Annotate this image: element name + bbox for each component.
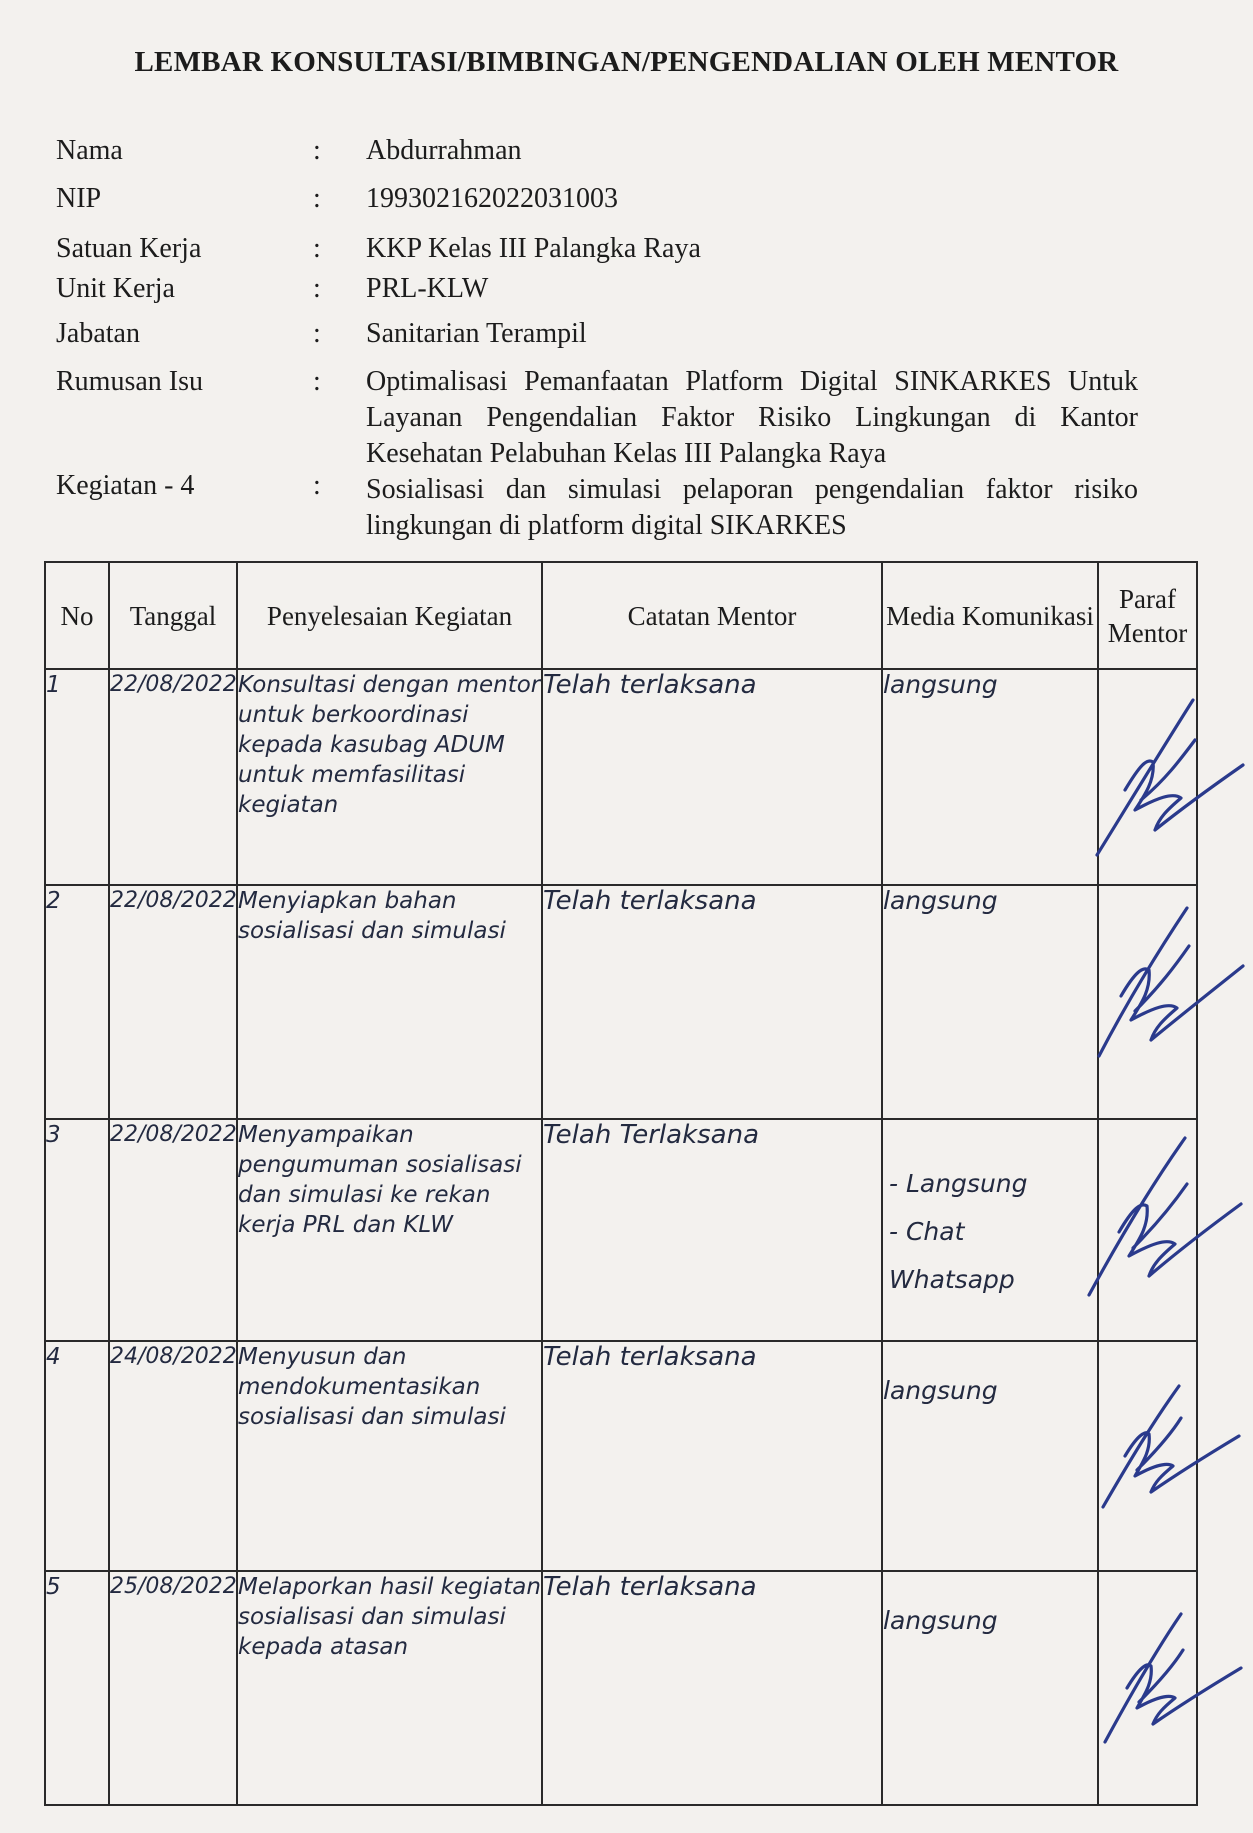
- label-satuan-kerja: Satuan Kerja: [56, 233, 202, 264]
- cell-media: langsung: [882, 669, 1098, 885]
- signature-image: [1085, 1120, 1245, 1320]
- cell-catatan: Telah terlaksana: [542, 1571, 882, 1805]
- cell-paraf: [1098, 1119, 1197, 1341]
- cell-media: langsung: [882, 1341, 1098, 1571]
- cell-media: langsung: [882, 1571, 1098, 1805]
- table-row: [45, 1119, 1197, 1341]
- cell-tanggal: 24/08/2022: [109, 1341, 237, 1571]
- cell-penyelesaian: Konsultasi dengan mentor untuk berkoordinasi kepada kasubag ADUM untuk memfasilitasi kegiatan: [237, 669, 542, 885]
- label-kegiatan: Kegiatan - 4: [56, 470, 195, 501]
- cell-no: 3: [45, 1119, 109, 1341]
- colon: :: [313, 233, 321, 264]
- table-row: [45, 1341, 1197, 1571]
- table-row: [45, 885, 1197, 1119]
- cell-no: 5: [45, 1571, 109, 1805]
- label-nip: NIP: [56, 183, 102, 214]
- cell-penyelesaian: Menyusun dan mendokumentasikan sosialisasi dan simulasi: [237, 1341, 542, 1571]
- header-paraf: Paraf Mentor: [1098, 562, 1197, 669]
- value-kegiatan: Sosialisasi dan simulasi pelaporan pengendalian faktor risiko lingkungan di platform digital SIKARKES: [366, 474, 1138, 541]
- colon: :: [313, 318, 321, 349]
- cell-penyelesaian: Melaporkan hasil kegiatan sosialisasi dan simulasi kepada atasan: [237, 1571, 542, 1805]
- cell-paraf: [1098, 1571, 1197, 1805]
- value-unit-kerja: PRL-KLW: [366, 273, 489, 304]
- cell-tanggal: 22/08/2022: [109, 885, 237, 1119]
- identity-block: [0, 0, 1253, 560]
- table-row: [45, 1571, 1197, 1805]
- label-nama: Nama: [56, 135, 123, 166]
- cell-tanggal: 25/08/2022: [109, 1571, 237, 1805]
- label-rumusan-isu: Rumusan Isu: [56, 366, 203, 397]
- label-unit-kerja: Unit Kerja: [56, 273, 175, 304]
- cell-penyelesaian: Menyampaikan pengumuman sosialisasi dan simulasi ke rekan kerja PRL dan KLW: [237, 1119, 542, 1341]
- document-title: LEMBAR KONSULTASI/BIMBINGAN/PENGENDALIAN OLEH MENTOR: [134, 46, 1119, 78]
- header-penyelesaian: Penyelesaian Kegiatan: [237, 562, 542, 669]
- value-jabatan: Sanitarian Terampil: [366, 318, 587, 349]
- cell-paraf: [1098, 885, 1197, 1119]
- header-no: No: [45, 562, 109, 669]
- signature-image: [1085, 886, 1245, 1086]
- signature-image: [1085, 1342, 1245, 1542]
- signature-image: [1085, 1572, 1245, 1772]
- value-nip: 199302162022031003: [366, 183, 618, 214]
- colon: :: [313, 366, 321, 397]
- colon: :: [313, 135, 321, 166]
- cell-no: 2: [45, 885, 109, 1119]
- cell-no: 4: [45, 1341, 109, 1571]
- cell-no: 1: [45, 669, 109, 885]
- table-header-row: [45, 562, 1197, 669]
- signature-image: [1085, 670, 1245, 870]
- value-rumusan-isu: Optimalisasi Pemanfaatan Platform Digital SINKARKES Untuk Layanan Pengendalian Faktor Risiko Lingkungan di Kantor Kesehatan Pelabuhan Kelas III Palangka Raya: [366, 366, 1138, 469]
- cell-paraf: [1098, 1341, 1197, 1571]
- value-satuan-kerja: KKP Kelas III Palangka Raya: [366, 233, 701, 264]
- label-jabatan: Jabatan: [56, 318, 140, 349]
- cell-catatan: Telah terlaksana: [542, 1341, 882, 1571]
- colon: :: [313, 470, 321, 501]
- cell-catatan: Telah terlaksana: [542, 669, 882, 885]
- cell-media: langsung: [882, 885, 1098, 1119]
- cell-catatan: Telah terlaksana: [542, 885, 882, 1119]
- cell-media: - Langsung - Chat Whatsapp: [882, 1119, 1098, 1341]
- cell-catatan: Telah Terlaksana: [542, 1119, 882, 1341]
- table-row: [45, 669, 1197, 885]
- cell-tanggal: 22/08/2022: [109, 669, 237, 885]
- header-catatan: Catatan Mentor: [542, 562, 882, 669]
- header-media: Media Komunikasi: [882, 562, 1098, 669]
- value-nama: Abdurrahman: [366, 135, 522, 166]
- cell-tanggal: 22/08/2022: [109, 1119, 237, 1341]
- consultation-table: [44, 561, 1198, 1806]
- colon: :: [313, 183, 321, 214]
- header-tanggal: Tanggal: [109, 562, 237, 669]
- cell-paraf: [1098, 669, 1197, 885]
- cell-penyelesaian: Menyiapkan bahan sosialisasi dan simulasi: [237, 885, 542, 1119]
- colon: :: [313, 273, 321, 304]
